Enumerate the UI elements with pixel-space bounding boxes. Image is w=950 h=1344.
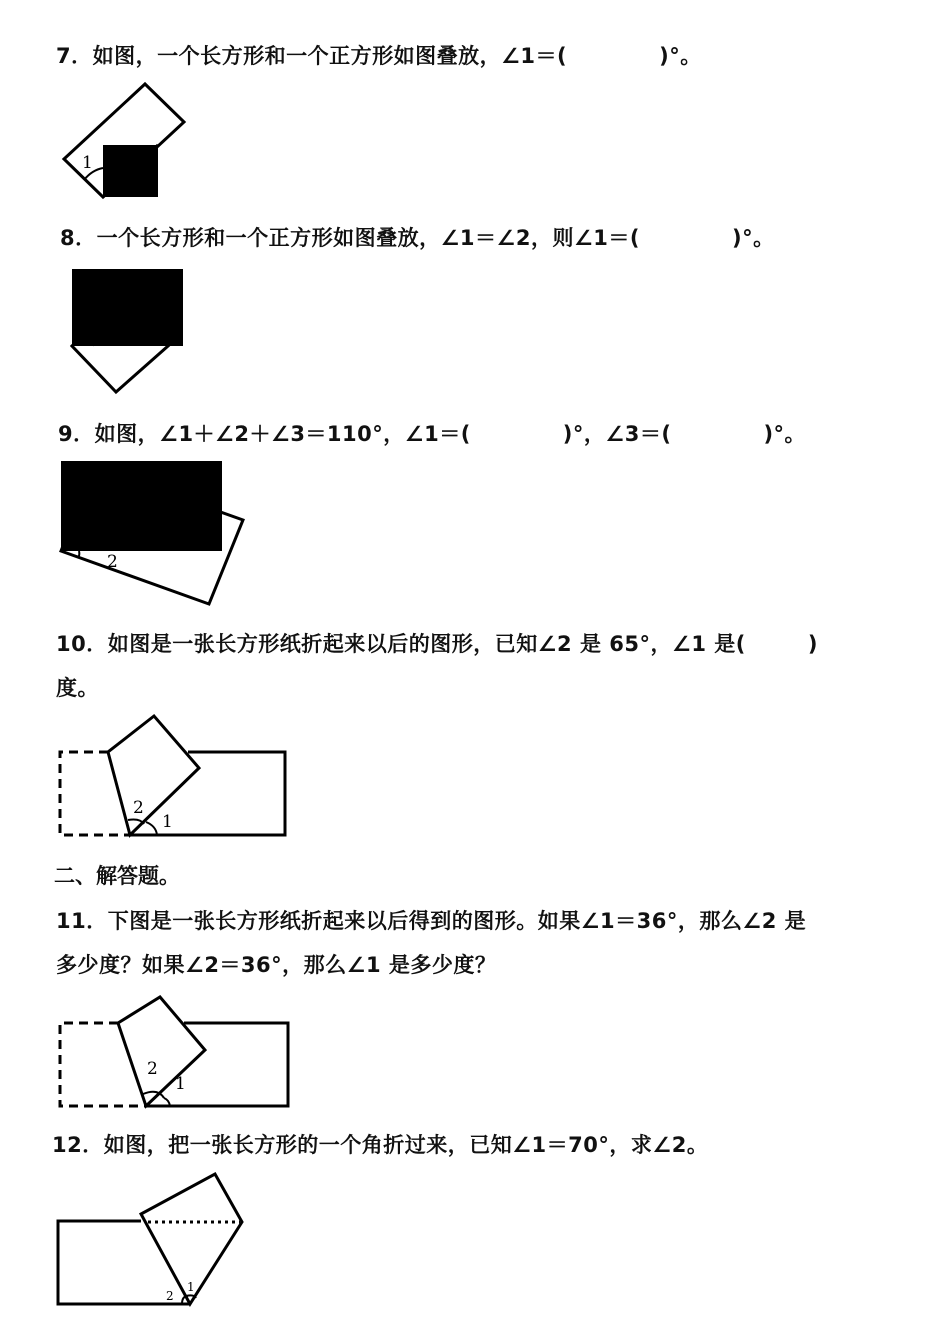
angle-1-label: 1 [78, 315, 86, 329]
question-9: 9．如图，∠1＋∠2＋∠3＝110°，∠1＝( )°，∠3＝( )°。 [58, 422, 807, 446]
angle-1-label: 1 [162, 812, 173, 832]
question-8: 8．一个长方形和一个正方形如图叠放，∠1＝∠2，则∠1＝( )°。 [60, 226, 775, 250]
section-title: 二、解答题。 [54, 864, 180, 888]
angle-2-label: 2 [133, 798, 144, 818]
angle-2-label: 2 [166, 1289, 174, 1303]
question-10-text: 10．如图是一张长方形纸折起来以后的图形，已知∠2 是 65°，∠1 是( [56, 632, 746, 656]
angle-1-label: 1 [82, 153, 93, 173]
angle-2-label: 2 [107, 552, 118, 572]
question-7: 7．如图，一个长方形和一个正方形如图叠放，∠1＝( )°。 [56, 44, 702, 68]
angle-1-label: 1 [187, 1280, 195, 1294]
question-11: 11．下图是一张长方形纸折起来以后得到的图形。如果∠1＝36°，那么∠2 是 [56, 909, 807, 933]
question-12: 12．如图，把一张长方形的一个角折过来，已知∠1＝70°，求∠2。 [52, 1133, 709, 1157]
angle-3-label: 3 [76, 529, 87, 549]
question-11-line2: 多少度？如果∠2＝36°，那么∠1 是多少度？ [56, 953, 497, 977]
question-7-text: 7．如图，一个长方形和一个正方形如图叠放，∠1＝( [56, 44, 568, 68]
question-10: 10．如图是一张长方形纸折起来以后的图形，已知∠2 是 65°，∠1 是( ) [56, 632, 818, 656]
question-10-line2: 度。 [56, 676, 99, 700]
angle-2-label: 2 [96, 329, 104, 343]
angle-1-label: 1 [61, 507, 72, 527]
question-9-text: 9．如图，∠1＋∠2＋∠3＝110°，∠1＝( [58, 422, 471, 446]
angle-1-label: 1 [175, 1074, 186, 1094]
question-8-text: 8．一个长方形和一个正方形如图叠放，∠1＝∠2，则∠1＝( [60, 226, 641, 250]
angle-2-label: 2 [147, 1059, 158, 1079]
